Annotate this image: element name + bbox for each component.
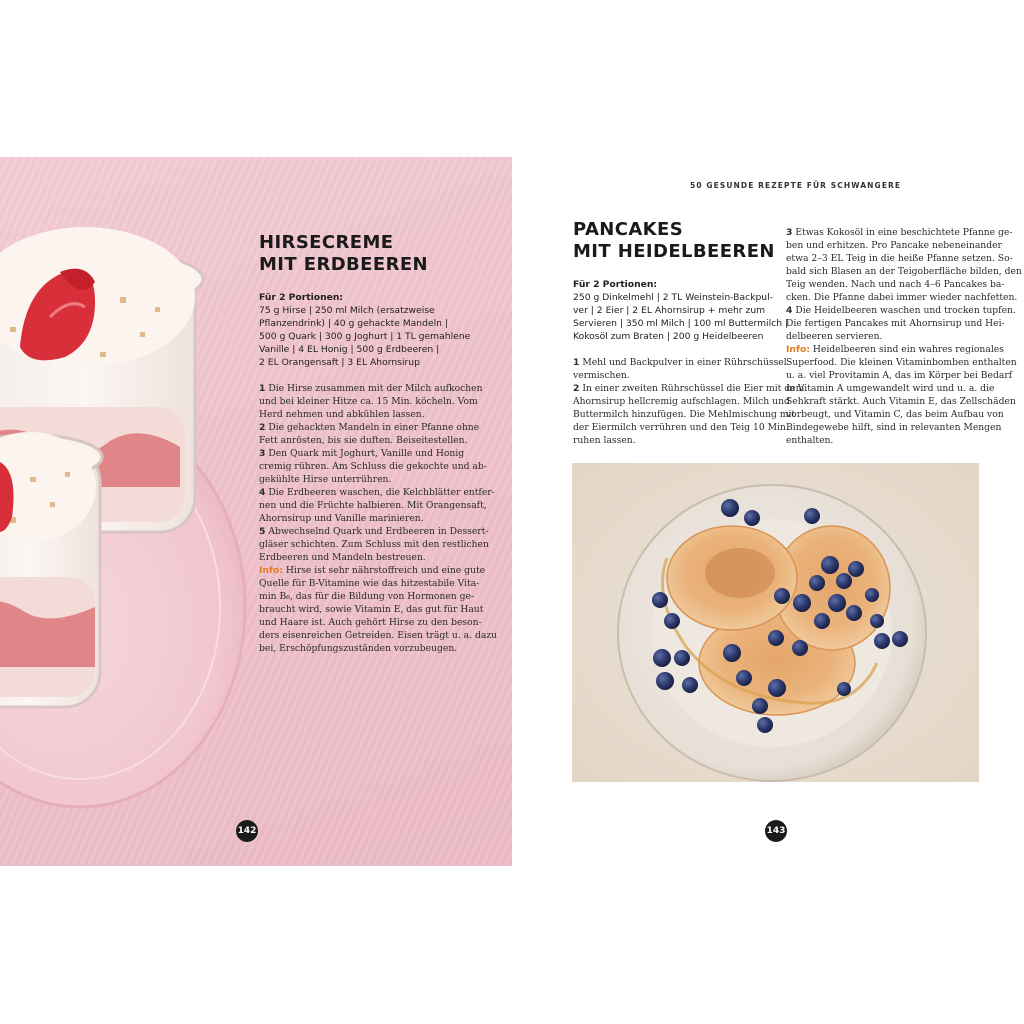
info-label: Info: — [786, 344, 810, 355]
step-text: delbeeren servieren. — [786, 331, 883, 342]
step-3 — [786, 226, 1022, 304]
step-text: Fett anrösten, bis sie duften. Beiseitestellen. — [259, 435, 468, 446]
step-4 — [786, 304, 1022, 343]
step-text: und bei kleiner Hitze ca. 15 Min. köcheln. Vom — [259, 396, 478, 407]
step-text: Den Quark mit Joghurt, Vanille und Honig — [268, 448, 465, 459]
step-text: vermischen. — [573, 370, 630, 381]
step-text: Die Heidelbeeren waschen und trocken tupfen. — [795, 305, 1016, 316]
step-5 — [259, 525, 497, 564]
ingredients-line: ver | 2 Eier | 2 EL Ahornsirup + mehr zum — [573, 305, 766, 316]
step-text: Ahornsirup hellcremig aufschlagen. Milch und — [573, 396, 790, 407]
strawberry-millet-cream-photo — [0, 157, 250, 866]
title-line-2: MIT HEIDELBEEREN — [573, 241, 775, 262]
step-1 — [573, 356, 804, 382]
step-text: Mehl und Backpulver in einer Rührschüssel — [582, 357, 787, 368]
ingredients-line: 250 g Dinkelmehl | 2 TL Weinstein-Backpul- — [573, 292, 773, 303]
step-text: etwa 2–3 EL Teig in die heiße Pfanne setzen. So- — [786, 253, 1013, 264]
info-note — [786, 343, 1022, 447]
step-text: cken. Die Pfanne dabei immer wieder nachfetten. — [786, 292, 1018, 303]
step-text: Teig wenden. Nach und nach 4–6 Pancakes ba- — [786, 279, 1005, 290]
title-line-2: MIT ERDBEEREN — [259, 254, 428, 275]
step-text: Erdbeeren und Mandeln bestreuen. — [259, 552, 426, 563]
info-text: ders eisenreichen Getreiden. Eisen trägt u. a. dazu — [259, 630, 498, 641]
left-page — [0, 157, 512, 866]
step-number: 4 — [786, 305, 793, 316]
step-text: Herd nehmen und abkühlen lassen. — [259, 409, 425, 420]
steps-right-col2 — [786, 226, 1022, 447]
step-text: Die gehackten Mandeln in einer Pfanne ohne — [268, 422, 480, 433]
ingredients-heading: Für 2 Portionen: — [259, 292, 344, 303]
recipe-title-right — [573, 219, 775, 263]
ingredients-line: 500 g Quark | 300 g Joghurt | 1 TL gemahlene — [259, 331, 471, 342]
info-label: Info: — [259, 565, 283, 576]
ingredients-right — [573, 278, 788, 343]
info-text: Hirse ist sehr nährstoffreich und eine gute — [282, 565, 486, 576]
info-text: u. a. viel Provitamin A, das im Körper bei Bedarf — [786, 370, 1013, 381]
step-2 — [573, 382, 804, 447]
info-text: Heidelbeeren sind ein wahres regionales — [809, 344, 1004, 355]
info-text: braucht wird, sowie Vitamin E, das gut für Haut — [259, 604, 484, 615]
info-text: Sehkraft stärkt. Auch Vitamin E, das Zellschäden — [786, 396, 1016, 407]
ingredients-line: 75 g Hirse | 250 ml Milch (ersatzweise — [259, 305, 435, 316]
step-number: 1 — [259, 383, 266, 394]
running-head: 50 GESUNDE REZEPTE FÜR SCHWANGERE — [690, 181, 902, 190]
step-number: 5 — [259, 526, 266, 537]
step-text: cremig rühren. Am Schluss die gekochte und ab- — [259, 461, 487, 472]
step-text: Die Hirse zusammen mit der Milch aufkochen — [268, 383, 483, 394]
step-number: 3 — [259, 448, 266, 459]
recipe-title-left — [259, 232, 428, 276]
title-line-1: HIRSECREME — [259, 232, 394, 253]
steps-right-col1 — [573, 356, 804, 447]
info-text: Superfood. Die kleinen Vitaminbomben enthalten — [786, 357, 1017, 368]
step-text: Buttermilch hinzufügen. Die Mehlmischung mit — [573, 409, 796, 420]
step-text: Abwechselnd Quark und Erdbeeren in Dessert- — [268, 526, 489, 537]
step-number: 2 — [573, 383, 580, 394]
info-text: und Haare ist. Auch gehört Hirse zu den beson- — [259, 617, 482, 628]
ingredients-line: Pflanzendrink) | 40 g gehackte Mandeln | — [259, 318, 449, 329]
info-note — [259, 564, 497, 655]
step-number: 3 — [786, 227, 793, 238]
step-text: In einer zweiten Rührschüssel die Eier mit dem — [582, 383, 805, 394]
step-text: Die fertigen Pancakes mit Ahornsirup und Hei- — [786, 318, 1005, 329]
step-text: ben und erhitzen. Pro Pancake nebeneinander — [786, 240, 1002, 251]
step-text: gläser schichten. Zum Schluss mit den restlichen — [259, 539, 489, 550]
info-text: min B₆, das für die Bildung von Hormonen ge- — [259, 591, 475, 602]
step-text: Ahornsirup und Vanille marinieren. — [259, 513, 424, 524]
step-number: 4 — [259, 487, 266, 498]
info-text: enthalten. — [786, 435, 834, 446]
step-number: 1 — [573, 357, 580, 368]
page-number-left: 142 — [236, 820, 258, 842]
step-text: bald sich Blasen an der Teigoberfläche bilden, den — [786, 266, 1022, 277]
ingredients-line: Kokosöl zum Braten | 200 g Heidelbeeren — [573, 331, 764, 342]
ingredients-line: 2 EL Orangensaft | 3 EL Ahornsirup — [259, 357, 420, 368]
info-text: Quelle für B-Vitamine wie das hitzestabile Vita- — [259, 578, 480, 589]
step-text: ruhen lassen. — [573, 435, 636, 446]
steps-left — [259, 382, 497, 655]
step-4 — [259, 486, 497, 525]
step-text: gekühlte Hirse unterrühren. — [259, 474, 392, 485]
info-text: Bindegewebe hilft, sind in relevanten Mengen — [786, 422, 1002, 433]
info-text: bei, Erschöpfungszuständen vorzubeugen. — [259, 643, 458, 654]
step-2 — [259, 421, 497, 447]
ingredients-line: Vanille | 4 EL Honig | 500 g Erdbeeren | — [259, 344, 440, 355]
ingredients-left — [259, 291, 470, 369]
info-text: in Vitamin A umgewandelt wird und u. a. die — [786, 383, 995, 394]
step-text: Die Erdbeeren waschen, die Kelchblätter entfer- — [268, 487, 495, 498]
title-line-1: PANCAKES — [573, 219, 684, 240]
step-text: Etwas Kokosöl in eine beschichtete Pfanne ge- — [795, 227, 1013, 238]
blueberry-pancakes-photo — [572, 463, 979, 782]
info-text: vorbeugt, und Vitamin C, das beim Aufbau von — [786, 409, 1004, 420]
step-text: der Eiermilch verrühren und den Teig 10 Min. — [573, 422, 789, 433]
step-3 — [259, 447, 497, 486]
step-number: 2 — [259, 422, 266, 433]
page-number-right: 143 — [765, 820, 787, 842]
ingredients-heading: Für 2 Portionen: — [573, 279, 658, 290]
step-text: nen und die Früchte halbieren. Mit Orangensaft, — [259, 500, 487, 511]
step-1 — [259, 382, 497, 421]
ingredients-line: Servieren | 350 ml Milch | 100 ml Buttermilch | — [573, 318, 789, 329]
